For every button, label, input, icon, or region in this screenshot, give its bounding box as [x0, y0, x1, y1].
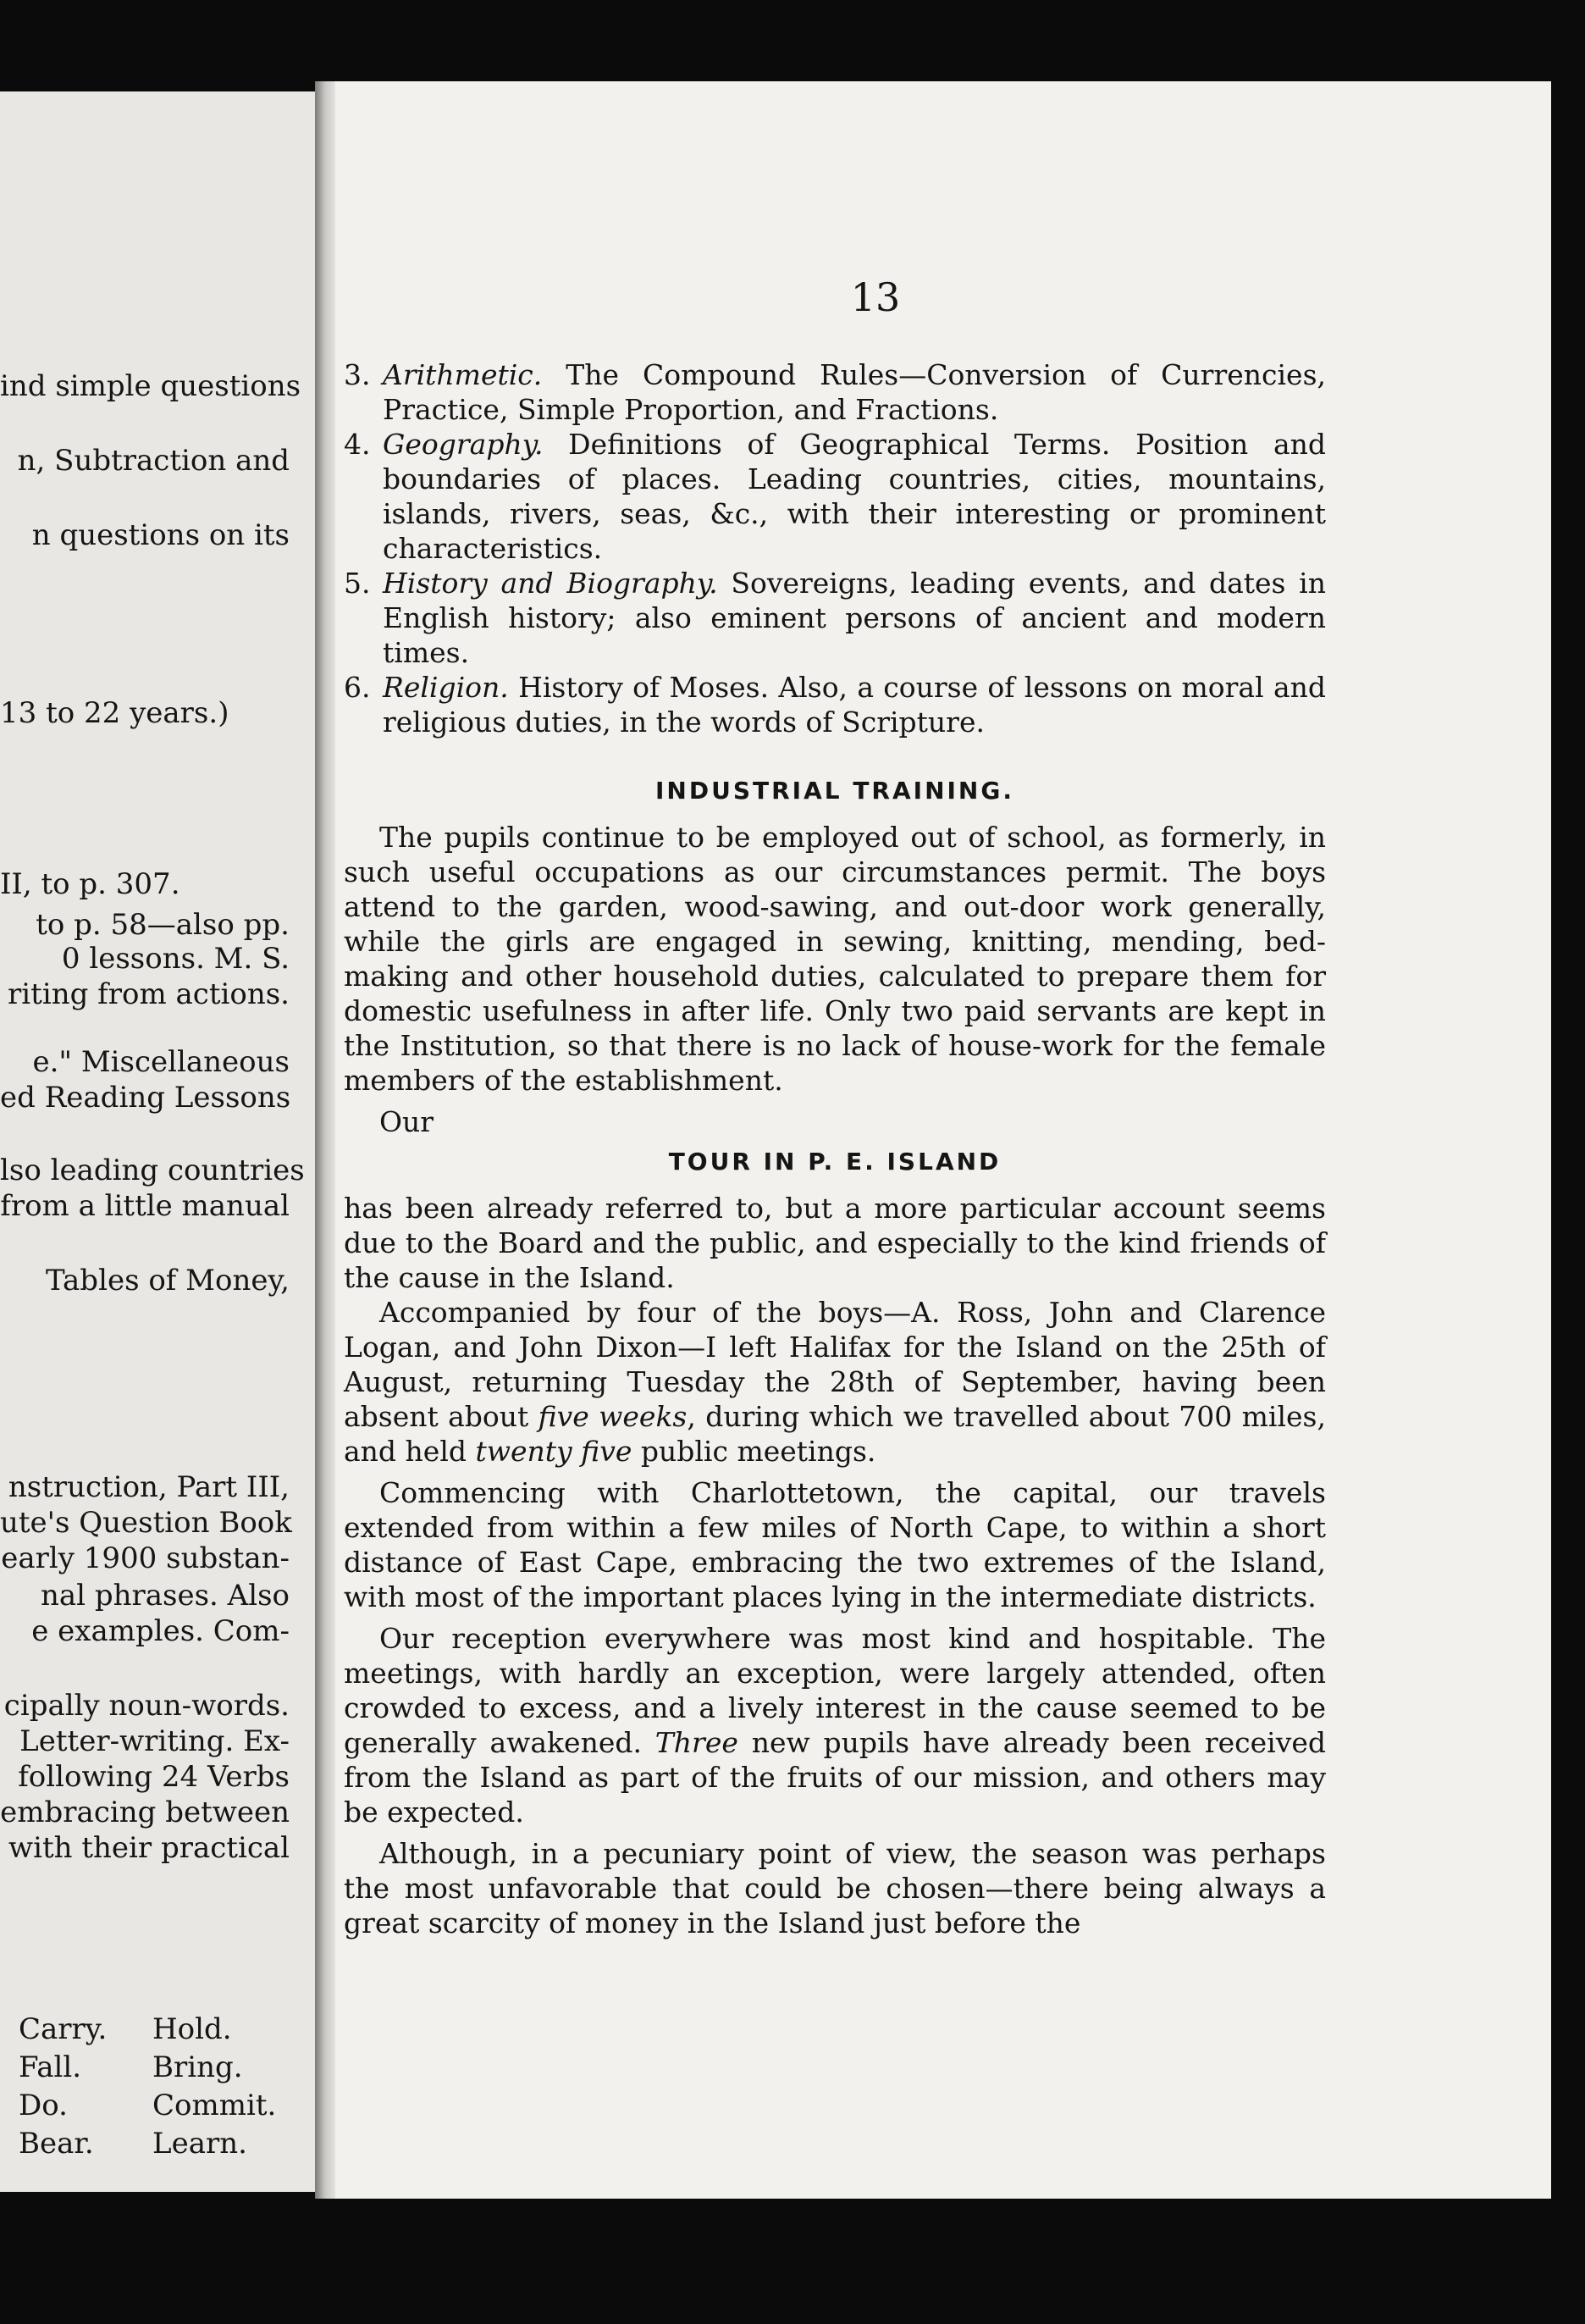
item-text: Sovereigns, leading events, and dates in English history; also eminent persons of ancient and modern times. [383, 567, 1326, 669]
verb-list [19, 2011, 276, 2163]
left-line: n, Subtraction and [17, 444, 290, 478]
left-line: Tables of Money, [46, 1264, 290, 1298]
item-title: Geography. [383, 428, 544, 461]
left-line: with their practical [8, 1831, 290, 1865]
left-line: II, to p. 307. [0, 867, 180, 901]
left-line: e." Miscellaneous [32, 1045, 290, 1079]
item-number: 3. [344, 358, 371, 391]
item-number: 6. [344, 671, 371, 704]
left-line: Letter-writing. Ex- [19, 1724, 290, 1758]
left-line: to p. 58—also pp. [36, 908, 290, 942]
left-line: ind simple questions [0, 369, 301, 403]
left-line: from a little manual [0, 1189, 290, 1223]
left-line: embracing between [0, 1796, 290, 1829]
left-line: ute's Question Book [0, 1506, 292, 1540]
verb: Carry. [19, 2012, 108, 2046]
section-heading: TOUR IN P. E. ISLAND [668, 1148, 1002, 1176]
left-line: 0 lessons. M. S. [61, 942, 290, 976]
left-line: n questions on its [31, 518, 290, 552]
verb: Fall. [19, 2050, 82, 2084]
left-line: lso leading countries [0, 1154, 305, 1187]
left-line: following 24 Verbs [18, 1760, 290, 1794]
left-line: ed Reading Lessons [0, 1081, 291, 1115]
emphasis: twenty five [475, 1435, 632, 1468]
left-line: nal phrases. Also [40, 1579, 290, 1613]
left-line: e examples. Com- [31, 1614, 290, 1648]
emphasis: five weeks [538, 1400, 688, 1433]
item-text: History of Moses. Also, a course of lessons on moral and religious duties, in the words of Scripture. [383, 671, 1326, 739]
list-item [344, 427, 1326, 566]
list-item [344, 670, 1326, 739]
left-line: nstruction, Part III, [8, 1470, 290, 1504]
page-number: 13 [850, 274, 901, 320]
verb: Commit. [152, 2089, 277, 2122]
paragraph: Our reception everywhere was most kind and hospitable. The meetings, with hardly an exception, were largely attended, often crowded to excess, and a lively interest in the cause seemed to be generally awakened. Three new pupils have already been received from the Island as part of the fruits of our mission, and others may be expected. [344, 1622, 1326, 1829]
left-page-fragment [0, 91, 323, 2192]
verb: Do. [19, 2089, 68, 2122]
item-text: The Compound Rules—Conversion of Currencies, Practice, Simple Proportion, and Fractions. [383, 358, 1326, 426]
page-content [344, 357, 1326, 1947]
list-item [344, 357, 1326, 427]
paragraph: Although, in a pecuniary point of view, the season was perhaps the most unfavorable that could be chosen—there being always a great scarcity of money in the Island just before the [344, 1837, 1326, 1939]
left-line: riting from actions. [8, 977, 290, 1011]
section-heading: INDUSTRIAL TRAINING. [655, 777, 1014, 805]
left-line: early 1900 substan- [1, 1541, 290, 1575]
left-line: 13 to 22 years.) [0, 696, 229, 730]
item-number: 4. [344, 428, 371, 461]
paragraph: Accompanied by four of the boys—A. Ross, John and Clarence Logan, and John Dixon—I left Halifax for the Island on the 25th of August, returning Tuesday the 28th of September, having been absent about five weeks, during which we travelled about 700 miles, and held twenty five public meetings. [344, 1296, 1326, 1468]
item-title: Arithmetic. [383, 358, 543, 391]
emphasis: Three [654, 1726, 738, 1759]
item-title: History and Biography. [383, 567, 718, 600]
verb: Hold. [152, 2012, 232, 2046]
item-number: 5. [344, 567, 371, 600]
paragraph: The pupils continue to be employed out of school, as formerly, in such useful occupations as our circumstances permit. The boys attend to the garden, wood-sawing, and out-door work generally, while the girls are engaged in sewing, knitting, mending, bed-making and other household duties, calculated to prepare them for domestic usefulness in after life. Only two paid servants are kept in the Institution, so that there is no lack of house-work for the female members of the establishment. [344, 821, 1326, 1097]
item-text: Definitions of Geographical Terms. Position and boundaries of places. Leading countries, cities, mountains, islands, rivers, seas, &c., with their interesting or prominent characteristics. [383, 428, 1326, 565]
item-title: Religion. [383, 671, 509, 704]
verb: Bear. [19, 2127, 94, 2161]
paragraph: has been already referred to, but a more particular account seems due to the Board and the public, and especially to the kind friends of the cause in the Island. [344, 1192, 1326, 1294]
list-item [344, 566, 1326, 670]
paragraph: Our [379, 1105, 434, 1138]
paragraph: Commencing with Charlottetown, the capital, our travels extended from within a few miles of North Cape, to within a short distance of East Cape, embracing the two extremes of the Island, with most of the important places lying in the intermediate districts. [344, 1476, 1326, 1613]
left-line: cipally noun-words. [3, 1689, 290, 1723]
verb: Bring. [152, 2050, 243, 2084]
verb: Learn. [152, 2127, 247, 2161]
